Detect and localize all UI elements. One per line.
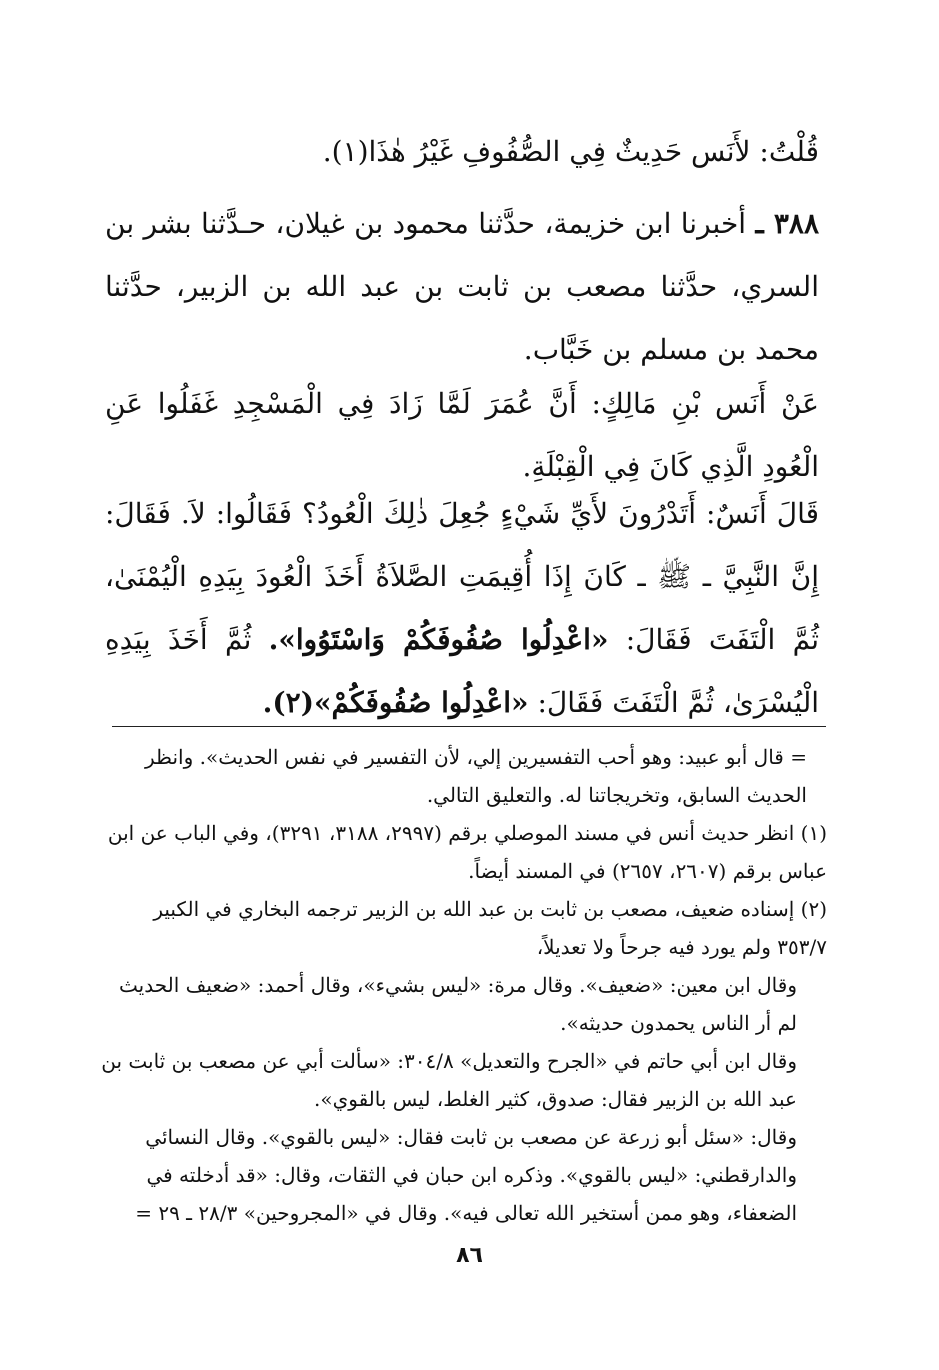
footnote-separator [112, 726, 826, 727]
isnad-text: أخبرنا ابن خزيمة، حدَّثنا محمود بن غيلان، حـدَّثنا بشر بن السري، حدَّثنا مصعب بن ثابت بن عبد الله بن الزبير، حدَّثنا محمد بن مسلم بن خَبَّاب. [105, 207, 819, 366]
hadith-388-matn-2 [105, 482, 819, 734]
continuation-marker: = [790, 745, 807, 769]
footnote-continuation: قال أبو عبيد: وهو أحب التفسيرين إلي، لأن التفسير في نفس الحديث». وانظر الحديث السابق، وتخريجاتنا له. والتعليق التالي. [145, 745, 807, 807]
footnote-2-para-2: وقال ابن معين: «ضعيف». وقال مرة: «ليس بشيء»، وقال أحمد: «ضعيف الحديث لم أر الناس يحمدون حديثه». [119, 973, 797, 1035]
page-number: ٨٦ [456, 1243, 483, 1268]
prophetic-saying-2: «اعْدِلُوا صُفُوفَكُمْ»(٢). [262, 686, 529, 719]
main-paragraph-1 [105, 120, 819, 183]
hadith-number: ٣٨٨ ـ [755, 207, 819, 240]
continuation-end-marker: = [135, 1201, 152, 1225]
footnote-2-para-4-text: وقال: «سئل أبو زرعة عن مصعب بن ثابت فقال: «ليس بالقوي». وقال النسائي والدارقطني: «ليس بالقوي». وذكره ابن حبان في الثقات، وقال: «قد أدخلته في الضعفاء، وهو ممن أستخير الله تعالى فيه». وقال في «المجروحين» ٢٨/٣ ـ ٢٩ [145, 1125, 797, 1225]
footnote-2: (٢) إسناده ضعيف، مصعب بن ثابت بن عبد الله بن الزبير ترجمه البخاري في الكبير ٣٥٣/٧ ولم يورد فيه جرحاً ولا تعديلاً، [153, 897, 827, 959]
footnote-2-para-4 [100, 1118, 827, 1232]
matn-text-2c: ثُمَّ أَخَذَ بِيَدِهِ الْيُسْرَىٰ، ثُمَّ الْتَفَتَ فَقَالَ: [105, 623, 819, 719]
footnote-2-para-3: وقال ابن أبي حاتم في «الجرح والتعديل» ٣٠٤/٨: «سألت أبي عن مصعب بن ثابت بن عبد الله بن الزبير فقال: صدوق، كثير الغلط، ليس بالقوي». [101, 1049, 797, 1111]
prophetic-saying-1: «اعْدِلُوا صُفُوفَكُمْ وَاسْتَوُوا». [268, 623, 609, 656]
hadith-388-matn-1 [105, 372, 819, 498]
matn-text-2a: قَالَ أَنَسٌ: أَتَدْرُونَ لأَيِّ شَيْءٍ جُعِلَ ذٰلِكَ الْعُودُ؟ فَقَالُوا: لاَ. فَقَالَ: إِنَّ النَّبِيَّ ـ ﷺ ـ كَانَ إِذَا أُقِيمَتِ الصَّلاَةُ أَخَذَ الْعُودَ بِيَدِهِ الْيُمْنَىٰ، ثُمَّ الْتَفَتَ فَقَالَ: [105, 497, 819, 656]
footnote-1: (١) انظر حديث أنس في مسند الموصلي برقم (٢٩٩٧، ٣١٨٨، ٣٢٩١)، وفي الباب عن ابن عباس برقم (٢٦٠٧، ٢٦٥٧) في المسند أيضاً. [107, 821, 827, 883]
hadith-388-isnad [105, 192, 819, 381]
anas-statement: قُلْتُ: لأَنَس حَدِيثٌ فِي الصُّفُوفِ غَيْرُ هٰذَا(١). [322, 135, 819, 168]
matn-text-1: عَنْ أَنَس بْنِ مَالِكٍ: أَنَّ عُمَرَ لَمَّا زَادَ فِي الْمَسْجِدِ غَفَلُوا عَنِ الْعُودِ الَّذِي كَانَ فِي الْقِبْلَةِ. [105, 387, 819, 483]
footnotes [100, 738, 827, 1232]
